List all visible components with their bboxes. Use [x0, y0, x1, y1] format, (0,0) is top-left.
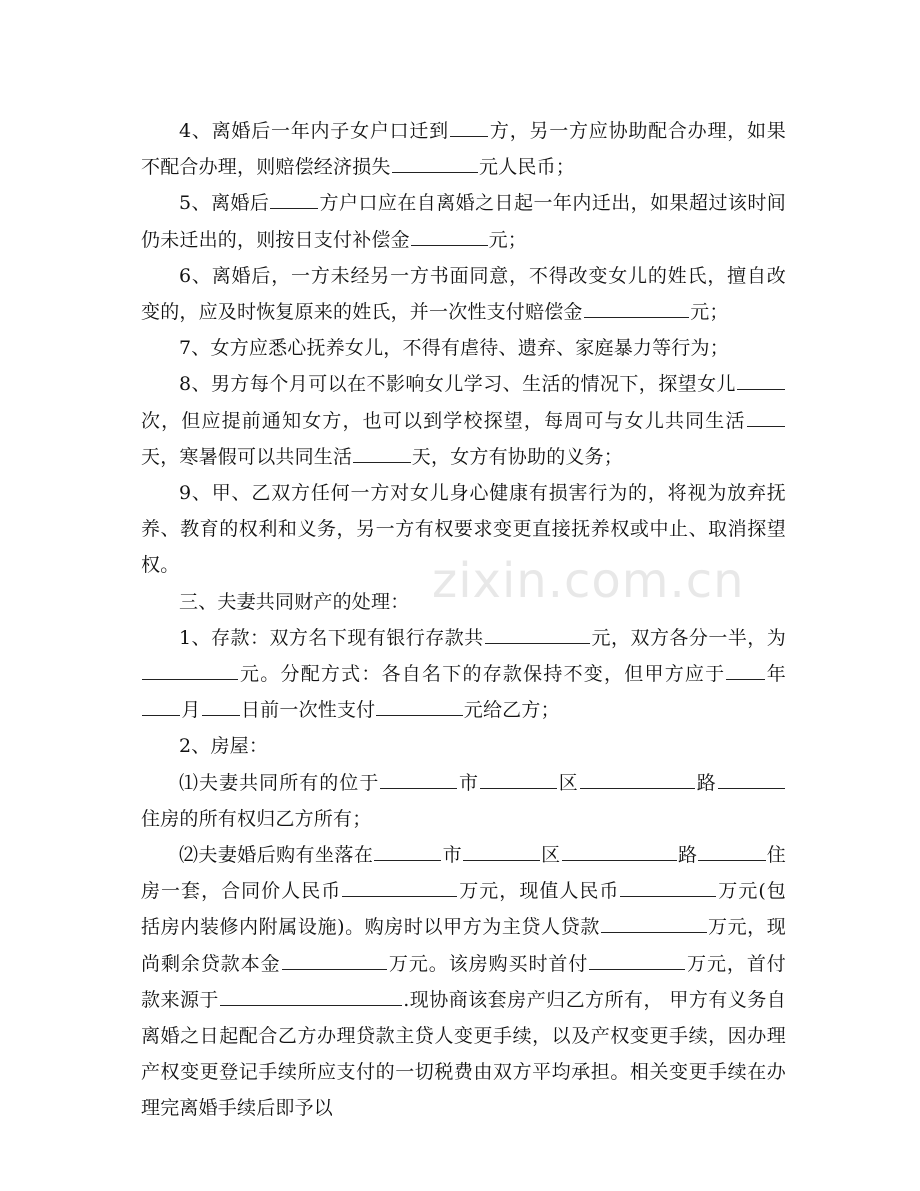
paragraph-text: 天，女方有协助的义务； [411, 445, 623, 468]
fill-in-blank [270, 207, 318, 209]
paragraph-text: 市 [458, 771, 480, 794]
paragraph-text: 住房一套，合同价人民币 [141, 844, 787, 903]
paragraph-text: 5、离婚后 [179, 192, 270, 215]
fill-in-blank [282, 968, 388, 970]
fill-in-blank [698, 859, 765, 861]
paragraph-text: 三、夫妻共同财产的处理： [179, 590, 410, 613]
fill-in-blank [589, 968, 685, 970]
paragraph-text: 万元(包括房内装修内附属设施)。购房时以甲方为主贷人贷款 [141, 880, 786, 939]
fill-in-blank [353, 461, 411, 463]
paragraph-text: 月 [181, 699, 201, 722]
paragraph-text: ⑴夫妻共同所有的位于 [179, 771, 380, 794]
fill-in-blank [485, 642, 591, 644]
fill-in-blank [142, 678, 238, 680]
fill-in-blank [737, 388, 785, 390]
paragraph-text: 年 [765, 663, 786, 686]
paragraph-text: 万元，首付款来源于 [141, 952, 786, 1011]
fill-in-blank [220, 1004, 402, 1006]
paragraph-text: 方，另一方应协助配合办理，如果不配合办理，则赔偿经济损失 [141, 120, 786, 179]
paragraph-text: 9、甲、乙双方任何一方对女儿身心健康有损害行为的，将视为放弃抚养、教育的权利和义务，另一方有权要求变更直接抚养权或中止、取消探望权。 [141, 482, 786, 577]
paragraph-text: 6、离婚后，一方未经另一方书面同意，不得改变女儿的姓氏，擅自改变的，应及时恢复原来的姓氏，并一次性支付赔偿金 [141, 264, 786, 324]
paragraph-p5 [141, 185, 786, 257]
fill-in-blank [142, 714, 180, 716]
fill-in-blank [718, 787, 785, 789]
fill-in-blank [450, 135, 488, 137]
paragraph-text: 元； [488, 228, 528, 251]
paragraph-text: 天，寒暑假可以共同生活 [141, 445, 353, 468]
document-body [141, 113, 786, 1127]
fill-in-blank [342, 895, 457, 897]
paragraph-p4 [141, 113, 786, 185]
paragraph-text: 区 [540, 844, 561, 867]
fill-in-blank [463, 859, 540, 861]
paragraph-text: 4、离婚后一年内子女户口迁到 [179, 120, 449, 142]
watermark: zixin.com.cn [432, 553, 745, 609]
fill-in-blank [726, 678, 764, 680]
paragraph-text: 元给乙方； [463, 699, 560, 722]
fill-in-blank [580, 787, 695, 789]
paragraph-p7 [141, 330, 786, 366]
fill-in-blank [562, 859, 677, 861]
paragraph-text: 万元，现尚剩余贷款本金 [141, 916, 786, 975]
paragraph-text: 元，双方各分一半，为 [591, 626, 786, 649]
paragraph-p8 [141, 366, 786, 475]
paragraph-text: .现协商该套房产归乙方所有， 甲方有义务自离婚之日起配合乙方办理贷款主贷人变更手续，以及产权变更手续，因办理产权变更登记手续所应支付的一切税费由双方平均承担。相关变更手续在办理完离婚手续后即予以 [141, 988, 786, 1120]
fill-in-blank [380, 787, 457, 789]
fill-in-blank [601, 931, 707, 933]
fill-in-blank [392, 171, 478, 173]
paragraph-p14 [141, 837, 786, 1127]
fill-in-blank [584, 316, 690, 318]
fill-in-blank [411, 244, 488, 246]
paragraph-p12 [141, 728, 786, 764]
paragraph-text: 住房的所有权归乙方所有； [141, 807, 372, 830]
fill-in-blank [376, 714, 462, 716]
fill-in-blank [620, 895, 716, 897]
paragraph-text: 日前一次性支付 [240, 699, 376, 722]
paragraph-p10 [141, 584, 786, 620]
paragraph-text: 方户口应在自离婚之日起一年内迁出，如果超过该时间仍未迁出的，则按日支付补偿金 [141, 192, 786, 251]
paragraph-text: 区 [557, 771, 579, 794]
paragraph-p13 [141, 765, 786, 837]
fill-in-blank [480, 787, 557, 789]
paragraph-text: 元人民币； [479, 156, 576, 179]
fill-in-blank [374, 859, 441, 861]
paragraph-text: 路 [677, 844, 698, 867]
paragraph-text: 次，但应提前通知女方，也可以到学校探望，每周可与女儿共同生活 [141, 409, 746, 432]
paragraph-text: 市 [442, 844, 463, 867]
paragraph-text: 元。分配方式：各自名下的存款保持不变，但甲方应于 [239, 663, 726, 686]
paragraph-text: 万元。该房购买时首付 [388, 952, 589, 975]
paragraph-text: 7、女方应悉心抚养女儿，不得有虐待、遗弃、家庭暴力等行为； [179, 337, 729, 360]
paragraph-p9 [141, 475, 786, 584]
paragraph-text: 2、房屋： [179, 735, 269, 758]
paragraph-text: 路 [695, 771, 717, 794]
paragraph-text: 1、存款：双方名下现有银行存款共 [179, 626, 484, 649]
paragraph-text: ⑵夫妻婚后购有坐落在 [179, 844, 374, 867]
paragraph-text: 8、男方每个月可以在不影响女儿学习、生活的情况下，探望女儿 [179, 373, 736, 396]
paragraph-p11 [141, 620, 786, 729]
fill-in-blank [202, 714, 240, 716]
paragraph-text: 万元，现值人民币 [458, 880, 620, 903]
paragraph-text: 元； [690, 301, 729, 324]
paragraph-p6 [141, 258, 786, 330]
fill-in-blank [747, 425, 785, 427]
